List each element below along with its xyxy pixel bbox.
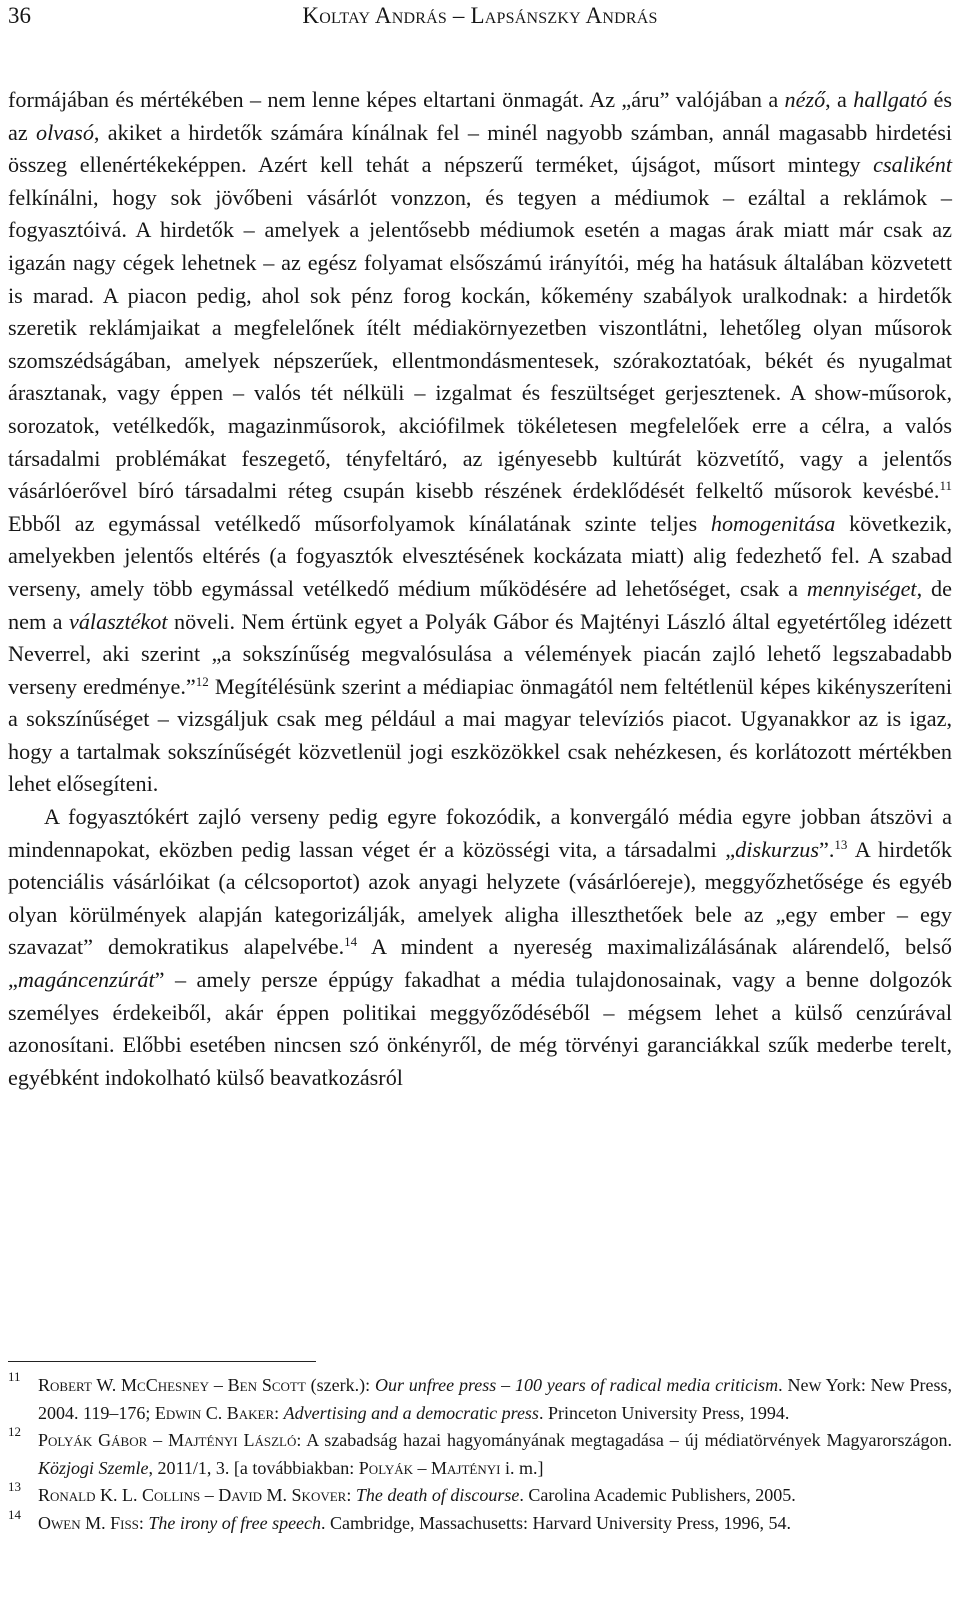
footnote-number: 11 xyxy=(8,1369,21,1384)
text-run: . Cambridge, Massachusetts: Harvard University Press, 1996, 54. xyxy=(321,1512,791,1533)
text-run: (szerk.): xyxy=(305,1375,375,1395)
author-name: Ronald K. L. Collins – David M. Skover xyxy=(38,1485,347,1506)
text-run: felkínálni, hogy sok jövőbeni vásárlót vonzzon, és tegyen a médiumok – ezáltal a reklámok – fogyasztóivá. A hirdetők – amelyek a jelentősebb médiumok esetén a magas árak miatt már csak az igazán nagy cégek lehetnek – az egész folyamat elsőszámú irányítói, még ha hatásuk általában közvetett is marad. A piacon pedig, ahol sok pénz forog kockán, kőkemény szabályok uralkodnak: a hirdetők szeretik reklámjaikat a megfelelőnek ítélt médiakörnyezetben viszontlátni, lehetőleg olyan műsorok szomszédságában, amelyek népszerűek, ellentmondásmentesek, szórakoztatóak, békét és nyugalmat árasztanak, vagy éppen – valós tét nélküli – izgalmat és feszültséget gerjesztenek. A show-műsorok, sorozatok, vetélkedők, magazinműsorok, akciófilmek tökéletesen megfelelőek erre a célra, a valós társadalmi problémákat feszegető, tényfeltáró, az igényesebb kultúrát közvetítő, vagy a jelentős vásárlóerővel bíró társadalmi réteg csupán kisebb részének érdeklődését felkeltő műsorok kevésbé. xyxy=(8,184,952,504)
text-run: : xyxy=(138,1512,149,1533)
footnote-text xyxy=(38,1427,952,1482)
italic-text: mennyiséget xyxy=(806,575,917,601)
author-name: Owen M. Fiss xyxy=(38,1512,139,1533)
text-run: : xyxy=(274,1402,284,1423)
italic-text: választékot xyxy=(68,608,168,634)
text-run: i. m.] xyxy=(500,1457,544,1478)
italic-text: Közjogi Szemle xyxy=(38,1457,149,1478)
italic-text: magáncenzúrát xyxy=(17,967,155,993)
italic-text: hallgató xyxy=(853,87,928,112)
footnote xyxy=(8,1506,952,1538)
author-name: Polyák Gábor – Majtényi László xyxy=(38,1430,297,1451)
text-run: . New York: New Press, 2004. 119–176; xyxy=(38,1375,953,1423)
text-run: A hirdetők potenciális vásárlóikat (a célcsoportot) azok anyagi helyzete (vásárlóereje), meggyőzhetősége és egyéb olyan körülmények alapján kategorizálják, amelyek aligha illeszthetőek bele az „egy ember – egy szavazat” demokratikus alapelvébe. xyxy=(8,836,952,960)
text-run: : A szabadság hazai hagyományának megtagadása – új médiatörvények Magyarországon. xyxy=(296,1430,952,1451)
text-run: következik, amelyekben jelentős eltérés (a fogyasztók elvesztésének kockázata miatt) alig fedezhető fel. A szabad verseny, amely több egymással vetélkedő médium működésére ad lehetőséget, csak a xyxy=(8,510,952,601)
italic-text: csaliként xyxy=(873,152,952,178)
footnote-number: 14 xyxy=(8,1506,21,1522)
footnote xyxy=(8,1369,953,1427)
italic-text: The irony of free speech xyxy=(148,1512,322,1533)
italic-text: Our unfree press – 100 years of radical media criticism xyxy=(374,1375,779,1395)
text-run: A mindent a nyereség maximalizálásának alárendelő, belső „ xyxy=(8,934,953,993)
italic-text: olvasó xyxy=(35,119,94,145)
footnote xyxy=(8,1479,952,1510)
body-text xyxy=(8,84,952,1094)
footnote-number: 13 xyxy=(8,1479,21,1495)
text-run: Ebből az egymással vetélkedő műsorfolyamok kínálatának szinte teljes xyxy=(8,510,711,536)
italic-text: néző xyxy=(784,87,826,112)
text-run: Megítélésünk szerint a médiapiac önmagától nem feltétlenül képes kikényszeríteni a sokszínűséget – vizsgáljuk csak meg például a mai magyar televíziós piacot. Ugyanakkor az is igaz, hogy a tartalmak sokszínűségét közvetlenül jogi eszközökkel csak nehézkesen, és korlátozott mértékben lehet elősegíteni. xyxy=(8,673,952,797)
footnote-text xyxy=(38,1482,952,1510)
text-run: növeli. Nem értünk egyet a Polyák Gábor és Majtényi László által egyetértőleg idézett Neverrel, aki szerint „a sokszínűség megvalósulása a vélemények piacán zajló lehető legszabadabb verseny eredménye.” xyxy=(8,608,952,699)
footnote-ref: 12 xyxy=(195,673,209,689)
footnote xyxy=(8,1424,952,1482)
footnote-text xyxy=(38,1372,952,1427)
italic-text: homogenitása xyxy=(710,510,836,536)
text-run: , 2011/1, 3. [a továbbiakban: xyxy=(148,1457,359,1478)
footnote-ref: 11 xyxy=(939,478,952,494)
italic-text: diskurzus xyxy=(735,836,820,862)
text-run: , a xyxy=(825,87,854,112)
running-head: Koltay András – Lapsánszky András xyxy=(302,3,658,28)
text-run: ” – amely persze éppúgy fakadhat a média tulajdonosainak, vagy a benne dolgozók személyes érdekeiből, akár éppen politikai meggyőződéséből – mégsem lehet a külső cenzúrával azonosítani. Előbbi esetében nincsen szó önkényről, de még törvényi garanciákkal szűk mederbe terelt, egyébként indokolható külső beavatkozásról xyxy=(8,967,952,1090)
text-run: formájában és mértékében – nem lenne képes eltartani önmagát. Az „áru” valójában a xyxy=(8,87,785,112)
text-run: , de nem a xyxy=(8,575,952,634)
author-name: Polyák – Majtényi xyxy=(358,1457,501,1478)
footnote-text xyxy=(38,1510,952,1538)
page-number: 36 xyxy=(8,3,31,28)
text-run: . Carolina Academic Publishers, 2005. xyxy=(519,1485,796,1506)
text-run: és az xyxy=(8,87,953,145)
text-run: : xyxy=(346,1485,356,1506)
footnote-number: 12 xyxy=(8,1424,21,1440)
author-name: Robert W. McChesney – Ben Scott xyxy=(38,1375,306,1395)
paragraph xyxy=(8,801,952,1094)
text-run: A fogyasztókért zajló verseny pedig egyre fokozódik, a konvergáló média egyre jobban átszövi a mindennapokat, eközben pedig lassan véget ér a közösségi vita, a társadalmi „ xyxy=(8,804,952,862)
footnotes xyxy=(8,1369,953,1538)
footnote-rule xyxy=(8,1361,316,1362)
italic-text: Advertising and a democratic press xyxy=(283,1402,539,1423)
text-run: ”. xyxy=(819,836,835,862)
footnote-ref: 14 xyxy=(344,934,358,950)
author-name: Edwin C. Baker xyxy=(154,1402,275,1423)
footnote-ref: 13 xyxy=(834,836,848,852)
paragraph xyxy=(8,84,952,801)
text-run: , akiket a hirdetők számára kínálnak fel – minél nagyobb számban, annál magasabb hirdetési összeg ellenértékeképpen. Azért kell tehát a népszerű terméket, újságot, műsort mintegy xyxy=(8,119,952,178)
text-run: . Princeton University Press, 1994. xyxy=(538,1402,790,1423)
italic-text: The death of discourse xyxy=(355,1485,520,1506)
